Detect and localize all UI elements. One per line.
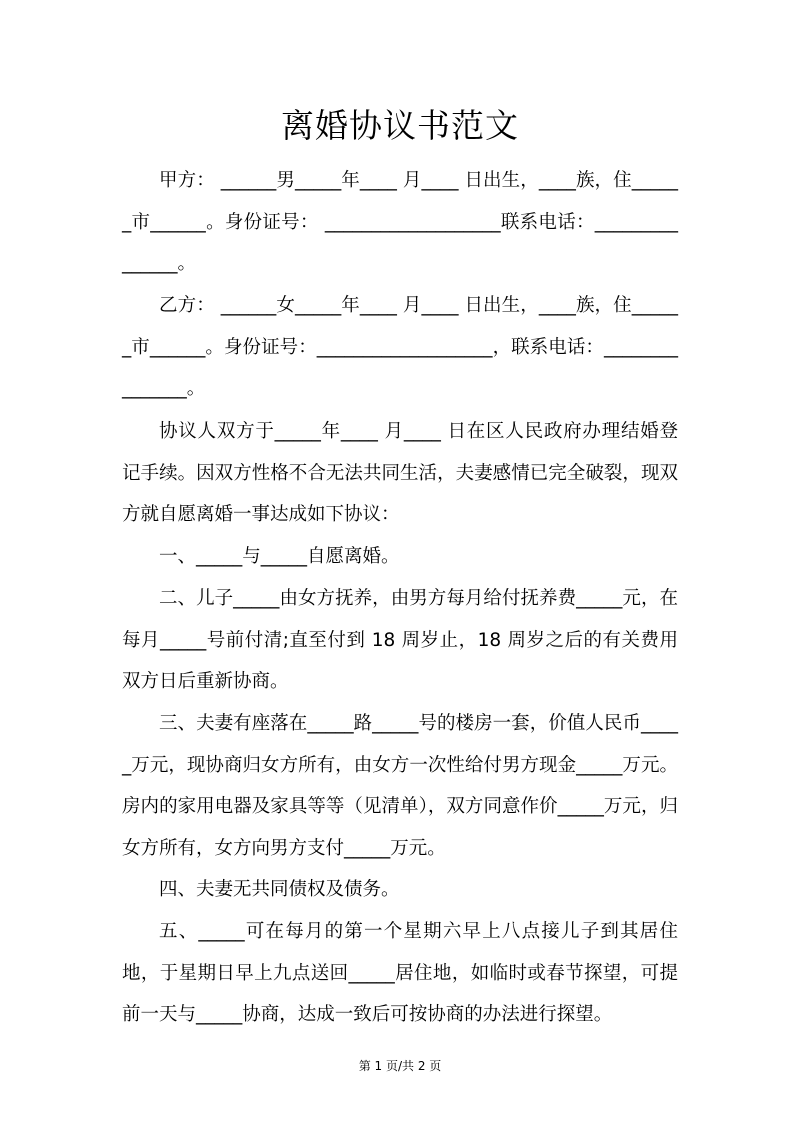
clause-5: 五、_____可在每月的第一个星期六早上八点接儿子到其居住地，于星期日早上九点送回_____居住地，如临时或春节探望，可提前一天与_____协商，达成一致后可按协商的办法进行探望。 (122, 921, 678, 1026)
party-b-paragraph: 乙方： ______女_____年____ 月____ 日出生，____族，住______市______。身份证号：___________________，联系电话：_______________。 (122, 295, 678, 400)
clause-4: 四、夫妻无共同债权及债务。 (159, 879, 400, 900)
document-title: 离婚协议书范文 (281, 106, 519, 145)
clause-2: 二、儿子_____由女方抚养，由男方每月给付抚养费_____元，在每月_____号前付清;直至付到 18 周岁止，18 周岁之后的有关费用双方日后重新协商。 (122, 588, 678, 693)
clause-3: 三、夫妻有座落在_____路_____号的楼房一套，价值人民币_____万元，现协商归女方所有，由女方一次性给付男方现金_____万元。房内的家用电器及家具等等（见清单），双方同意作价_____万元，归女方所有，女方向男方支付_____万元。 (122, 713, 678, 859)
clause-1: 一、_____与_____自愿离婚。 (159, 546, 400, 567)
party-a-paragraph: 甲方： ______男_____年____ 月____ 日出生，____族，住______市______。身份证号： ___________________联系电话：_______________。 (122, 170, 678, 275)
page-number-footer: 第 1 页/共 2 页 (358, 1059, 442, 1073)
intro-paragraph: 协议人双方于_____年____ 月____ 日在区人民政府办理结婚登记手续。因双方性格不合无法共同生活，夫妻感情已完全破裂，现双方就自愿离婚一事达成如下协议： (122, 421, 678, 526)
